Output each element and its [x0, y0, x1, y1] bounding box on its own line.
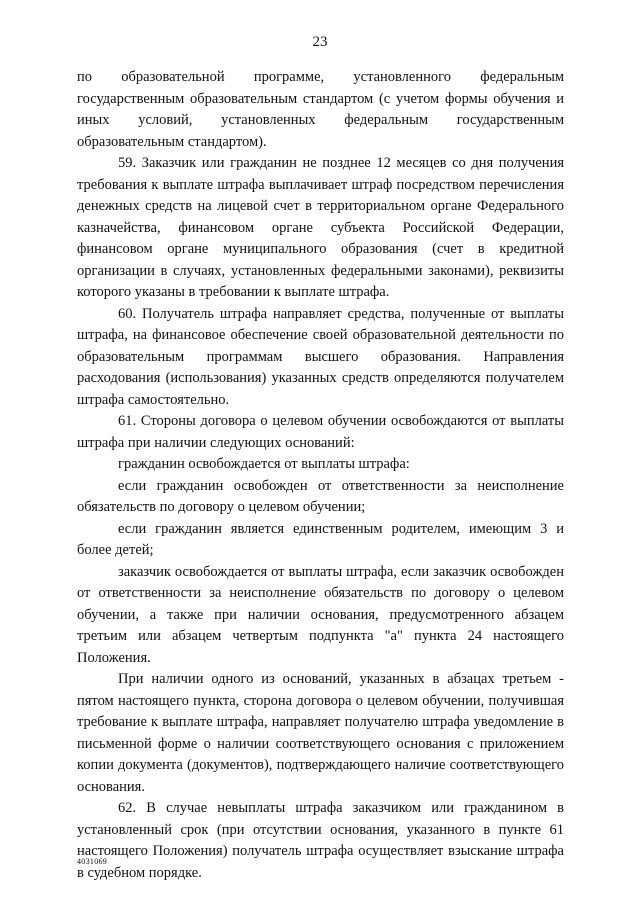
paragraph-60: 60. Получатель штрафа направляет средства, полученные от выплаты штрафа, на финансовое обеспечение своей образовательной деятельности по образовательным программам высшего образования. Направления расходования (использования) указанных средств определяются получателем штрафа самостоятельно.: [77, 305, 564, 408]
paragraph-59: 59. Заказчик или гражданин не позднее 12 месяцев со дня получения требования к выплате штрафа выплачивает штраф посредством перечисления денежных средств на лицевой счет в территориальном органе Федерального казначейства, финансовом органе субъекта Российской Федерации, финансовом органе муниципального образования (счет в кредитной организации в случаях, установленных федеральными законами), реквизиты которого указаны в требовании к выплате штрафа.: [77, 155, 564, 300]
paragraph-continuation: по образовательной программе, установленного федеральным государственным образовательным стандартом (с учетом формы обучения и иных условий, установленных федеральным государственным образовательным стандартом).: [77, 69, 564, 150]
paragraph-61-citizen-exemption: гражданин освобождается от выплаты штрафа:: [118, 456, 410, 472]
document-code: 4031069: [77, 857, 108, 866]
paragraph-61-single-parent: если гражданин является единственным родителем, имеющим 3 и более детей;: [77, 520, 564, 558]
paragraph-61-citizen-liability: если гражданин освобожден от ответственности за неисполнение обязательств по договору о целевом обучении;: [77, 477, 564, 515]
page-number: 23: [312, 34, 328, 50]
paragraph-61-customer-exemption: заказчик освобождается от выплаты штрафа, если заказчик освобожден от ответственности за неисполнение обязательств по договору о целевом обучении, а также при наличии основания, предусмотренного абзацем третьим или абзацем четвертым подпункта "а" пункта 24 настоящего Положения.: [77, 563, 564, 666]
document-body: [77, 67, 564, 884]
paragraph-61-notification: При наличии одного из оснований, указанных в абзацах третьем - пятом настоящего пункта, сторона договора о целевом обучении, получившая требование к выплате штрафа, направляет получателю штрафа уведомление в письменной форме о наличии соответствующего основания с приложением копии документа (документов), подтверждающего наличие соответствующего основания.: [77, 671, 564, 795]
paragraph-62: 62. В случае невыплаты штрафа заказчиком или гражданином в установленный срок (при отсутствии основания, указанного в пункте 61 настоящего Положения) получатель штрафа осуществляет взыскание штрафа в судебном порядке.: [77, 800, 564, 881]
paragraph-61: 61. Стороны договора о целевом обучении освобождаются от выплаты штрафа при наличии следующих оснований:: [77, 413, 564, 451]
